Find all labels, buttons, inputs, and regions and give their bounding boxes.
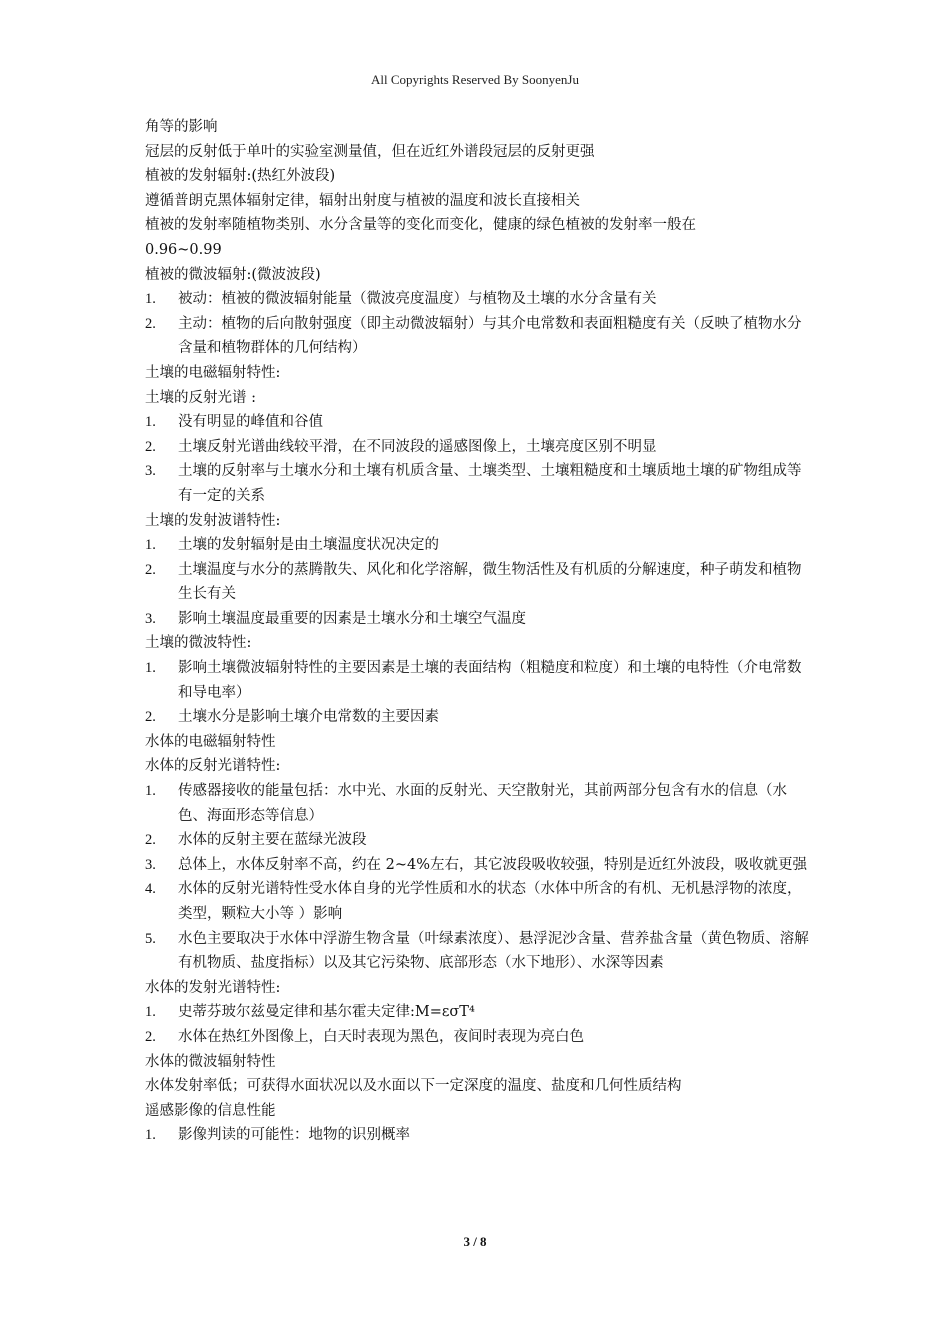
list-item-text: 没有明显的峰值和谷值 [178, 414, 323, 431]
list-number: 1. [145, 1127, 156, 1144]
list-number: 2. [145, 709, 156, 726]
list-number: 3. [145, 463, 156, 480]
list-number: 5. [145, 930, 156, 947]
list-number: 2. [145, 1028, 156, 1045]
section-heading: 植被的微波辐射:(微波波段) [145, 266, 321, 283]
section-heading: 遥感影像的信息性能 [145, 1102, 276, 1119]
list-item-text: 水色主要取决于水体中浮游生物含量（叶绿素浓度）、悬浮泥沙含量、营养盐含量（黄色物质、溶解有机物质、盐度指标）以及其它污染物、底部形态（水下地形）、水深等因素 [178, 930, 809, 972]
list-item [145, 1000, 810, 1025]
list-item [145, 656, 810, 705]
list-number: 1. [145, 1004, 156, 1021]
section-heading: 土壤的反射光谱 : [145, 389, 256, 406]
section-heading: 水体的微波辐射特性 [145, 1053, 276, 1070]
list-item-text: 水体的反射主要在蓝绿光波段 [178, 832, 367, 849]
section-heading: 土壤的发射波谱特性: [145, 512, 281, 529]
list-item-text: 被动：植被的微波辐射能量（微波亮度温度）与植物及土壤的水分含量有关 [178, 291, 657, 308]
list-item-text: 土壤温度与水分的蒸腾散失、风化和化学溶解，微生物活性及有机质的分解速度，种子萌发和植物生长有关 [178, 561, 802, 603]
list-item-text: 影响土壤微波辐射特性的主要因素是土壤的表面结构（粗糙度和粒度）和土壤的电特性（介电常数和导电率） [178, 660, 802, 701]
list-item [145, 435, 810, 460]
list-item-text: 水体的反射光谱特性受水体自身的光学性质和水的状态（水体中所含的有机、无机悬浮物的浓度，类型，颗粒大小等 ）影响 [178, 881, 802, 922]
list-item [145, 410, 810, 435]
list-number: 3. [145, 856, 156, 873]
list-item-text: 土壤反射光谱曲线较平滑，在不同波段的遥感图像上，土壤亮度区别不明显 [178, 438, 657, 455]
list-number: 2. [145, 438, 156, 455]
section-heading: 水体的反射光谱特性: [145, 758, 281, 775]
section-heading: 土壤的电磁辐射特性: [145, 364, 281, 381]
page-number: 3 / 8 [463, 1234, 487, 1249]
list-item [145, 1123, 810, 1148]
list-number: 1. [145, 414, 156, 431]
list-item [145, 287, 810, 312]
list-item-text: 总体上，水体反射率不高，约在 2~4%左右，其它波段吸收较强，特别是近红外波段，吸收就更强 [178, 856, 807, 873]
list-item [145, 828, 810, 853]
list-item [145, 607, 810, 632]
list-number: 1. [145, 660, 156, 677]
list-item-text: 影像判读的可能性：地物的识别概率 [178, 1127, 410, 1144]
list-item-text: 水体在热红外图像上，白天时表现为黑色，夜间时表现为亮白色 [178, 1028, 584, 1045]
list-item-text: 土壤水分是影响土壤介电常数的主要因素 [178, 709, 439, 726]
paragraph: 遵循普朗克黑体辐射定律，辐射出射度与植被的温度和波长直接相关 [145, 192, 580, 209]
list-item [145, 459, 810, 508]
section-heading: 水体的电磁辐射特性 [145, 733, 276, 750]
section-heading: 土壤的微波特性: [145, 635, 252, 652]
section-heading: 植被的发射辐射:(热红外波段) [145, 168, 336, 185]
list-number: 4. [145, 881, 156, 898]
list-item [145, 312, 810, 361]
list-item [145, 853, 810, 878]
list-number: 2. [145, 561, 156, 578]
list-item [145, 877, 810, 926]
list-item-text: 史蒂芬玻尔兹曼定律和基尔霍夫定律:M=εσT⁴ [178, 1004, 475, 1021]
list-number: 2. [145, 315, 156, 332]
list-item-text: 传感器接收的能量包括：水中光、水面的反射光、天空散射光，其前两部分包含有水的信息（水色、海面形态等信息） [178, 783, 787, 824]
list-item [145, 927, 810, 976]
list-number: 3. [145, 610, 156, 627]
list-item-text: 影响土壤温度最重要的因素是土壤水分和土壤空气温度 [178, 610, 526, 627]
paragraph: 角等的影响 [145, 119, 218, 135]
list-number: 1. [145, 783, 156, 800]
page-header: All Copyrights Reserved By SoonyenJu [371, 72, 579, 87]
paragraph: 冠层的反射低于单叶的实验室测量值，但在近红外谱段冠层的反射更强 [145, 143, 595, 160]
list-item-text: 土壤的发射辐射是由土壤温度状况决定的 [178, 537, 439, 554]
list-item [145, 1025, 810, 1050]
paragraph: 0.96~0.99 [145, 241, 222, 258]
paragraph: 水体发射率低；可获得水面状况以及水面以下一定深度的温度、盐度和几何性质结构 [145, 1078, 682, 1095]
section-heading: 水体的发射光谱特性: [145, 979, 281, 996]
list-item [145, 558, 810, 607]
list-item [145, 779, 810, 828]
paragraph: 植被的发射率随植物类别、水分含量等的变化而变化，健康的绿色植被的发射率一般在 [145, 217, 696, 234]
list-item [145, 705, 810, 730]
list-item-text: 主动：植物的后向散射强度（即主动微波辐射）与其介电常数和表面粗糙度有关（反映了植物水分含量和植物群体的几何结构） [178, 315, 802, 357]
document-body [145, 115, 810, 1148]
list-number: 1. [145, 537, 156, 554]
list-item-text: 土壤的反射率与土壤水分和土壤有机质含量、土壤类型、土壤粗糙度和土壤质地土壤的矿物组成等有一定的关系 [178, 463, 802, 504]
list-number: 2. [145, 832, 156, 849]
list-number: 1. [145, 291, 156, 308]
list-item [145, 533, 810, 558]
